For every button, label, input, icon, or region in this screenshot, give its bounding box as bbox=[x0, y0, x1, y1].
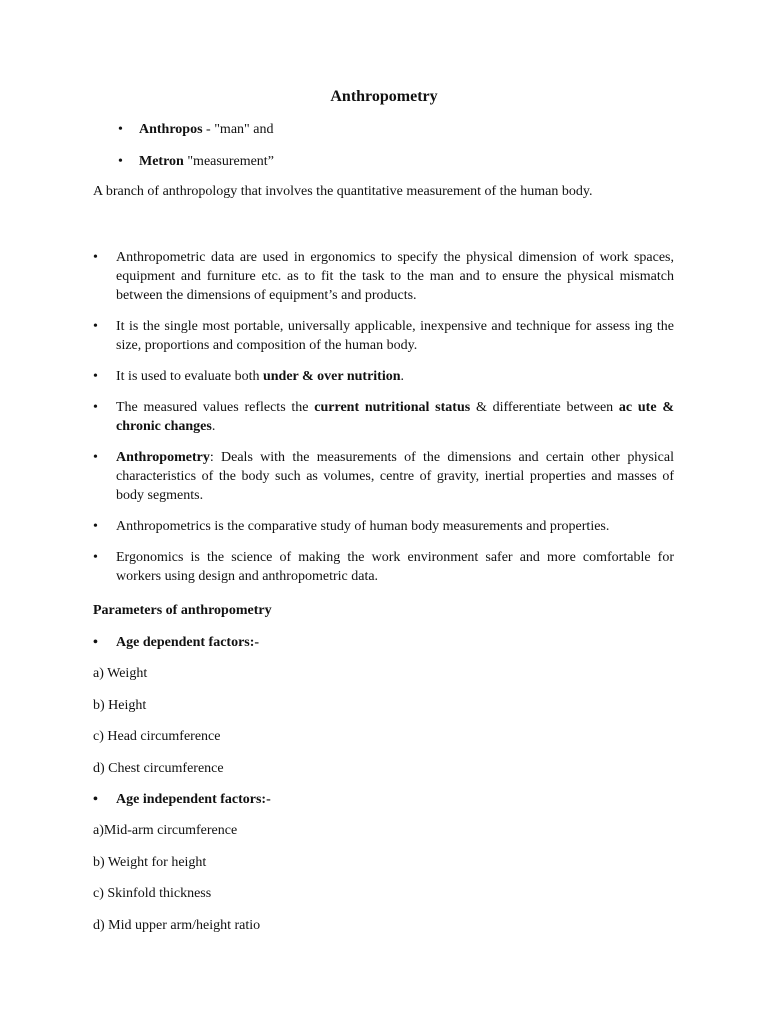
age-dependent-item: b) Height bbox=[93, 698, 147, 713]
age-independent-heading-text: Age independent factors:- bbox=[116, 792, 271, 807]
bullet-bold-text: ac ute & chronic changes bbox=[116, 400, 674, 434]
bullet-text: . bbox=[400, 369, 405, 384]
bullet-item bbox=[93, 317, 674, 355]
bullet-text: The measured values reflects the bbox=[116, 400, 315, 415]
bullet-icon: • bbox=[93, 635, 98, 650]
definition-metron bbox=[118, 154, 274, 170]
page-title: Anthropometry bbox=[330, 88, 438, 105]
bullet-text: & differentiate between bbox=[470, 400, 619, 415]
bullet-text: It is used to evaluate both bbox=[116, 369, 263, 384]
definition-term: Metron bbox=[139, 154, 184, 169]
age-independent-item: a)Mid-arm circumference bbox=[93, 823, 238, 838]
definition-text: "measurement” bbox=[183, 154, 274, 169]
bullet-icon: • bbox=[93, 250, 98, 265]
definition-text: - "man" and bbox=[202, 122, 274, 137]
parameters-heading: Parameters of anthropometry bbox=[93, 603, 272, 618]
definition-anthropos bbox=[118, 122, 273, 138]
age-dependent-heading bbox=[93, 635, 259, 651]
bullet-icon: • bbox=[118, 122, 123, 137]
age-independent-heading bbox=[93, 792, 271, 808]
bullet-item bbox=[93, 248, 674, 305]
bullet-icon: • bbox=[118, 154, 123, 169]
intro-paragraph: A branch of anthropology that involves the quantitative measurement of the human body. bbox=[93, 184, 593, 199]
bullet-bold-text: Anthropometry bbox=[116, 450, 210, 465]
bullet-text: Ergonomics is the science of making the work environment safer and more comfortable for workers using design and anthropometric data. bbox=[116, 550, 674, 584]
bullet-item bbox=[93, 398, 674, 436]
bullet-text: . bbox=[211, 419, 216, 434]
age-dependent-item: c) Head circumference bbox=[93, 729, 221, 744]
bullet-icon: • bbox=[93, 400, 98, 415]
age-dependent-item: d) Chest circumference bbox=[93, 761, 224, 776]
definition-term: Anthropos bbox=[139, 122, 203, 137]
bullet-text: Anthropometrics is the comparative study of human body measurements and properties. bbox=[116, 519, 610, 534]
bullet-text: : Deals with the measurements of the dimensions and certain other physical characteristics of the body such as volumes, centre of gravity, inertial properties and masses of body segments. bbox=[116, 450, 674, 503]
bullet-item bbox=[93, 517, 674, 536]
bullet-icon: • bbox=[93, 450, 98, 465]
bullet-icon: • bbox=[93, 319, 98, 334]
age-dependent-item: a) Weight bbox=[93, 666, 148, 681]
bullet-text: Anthropometric data are used in ergonomics to specify the physical dimension of work spaces, equipment and furniture etc. as to fit the task to the man and to ensure the physical mismatch between the dimensions of equipment’s and products. bbox=[116, 250, 674, 303]
bullet-item bbox=[93, 367, 674, 386]
bullet-text: It is the single most portable, universally applicable, inexpensive and technique for assess ing the size, proportions and composition of the human body. bbox=[116, 319, 674, 353]
bullet-icon: • bbox=[93, 550, 98, 565]
bullet-icon: • bbox=[93, 792, 98, 807]
bullet-item bbox=[93, 548, 674, 586]
bullet-bold-text: under & over nutrition bbox=[262, 369, 401, 384]
bullet-icon: • bbox=[93, 519, 98, 534]
age-independent-item: d) Mid upper arm/height ratio bbox=[93, 918, 261, 933]
bullet-item bbox=[93, 448, 674, 505]
age-dependent-heading-text: Age dependent factors:- bbox=[116, 635, 260, 650]
bullet-icon: • bbox=[93, 369, 98, 384]
age-independent-item: c) Skinfold thickness bbox=[93, 886, 212, 901]
bullet-bold-text: current nutritional status bbox=[314, 400, 471, 415]
bullet-list bbox=[93, 248, 674, 598]
age-independent-item: b) Weight for height bbox=[93, 855, 207, 870]
